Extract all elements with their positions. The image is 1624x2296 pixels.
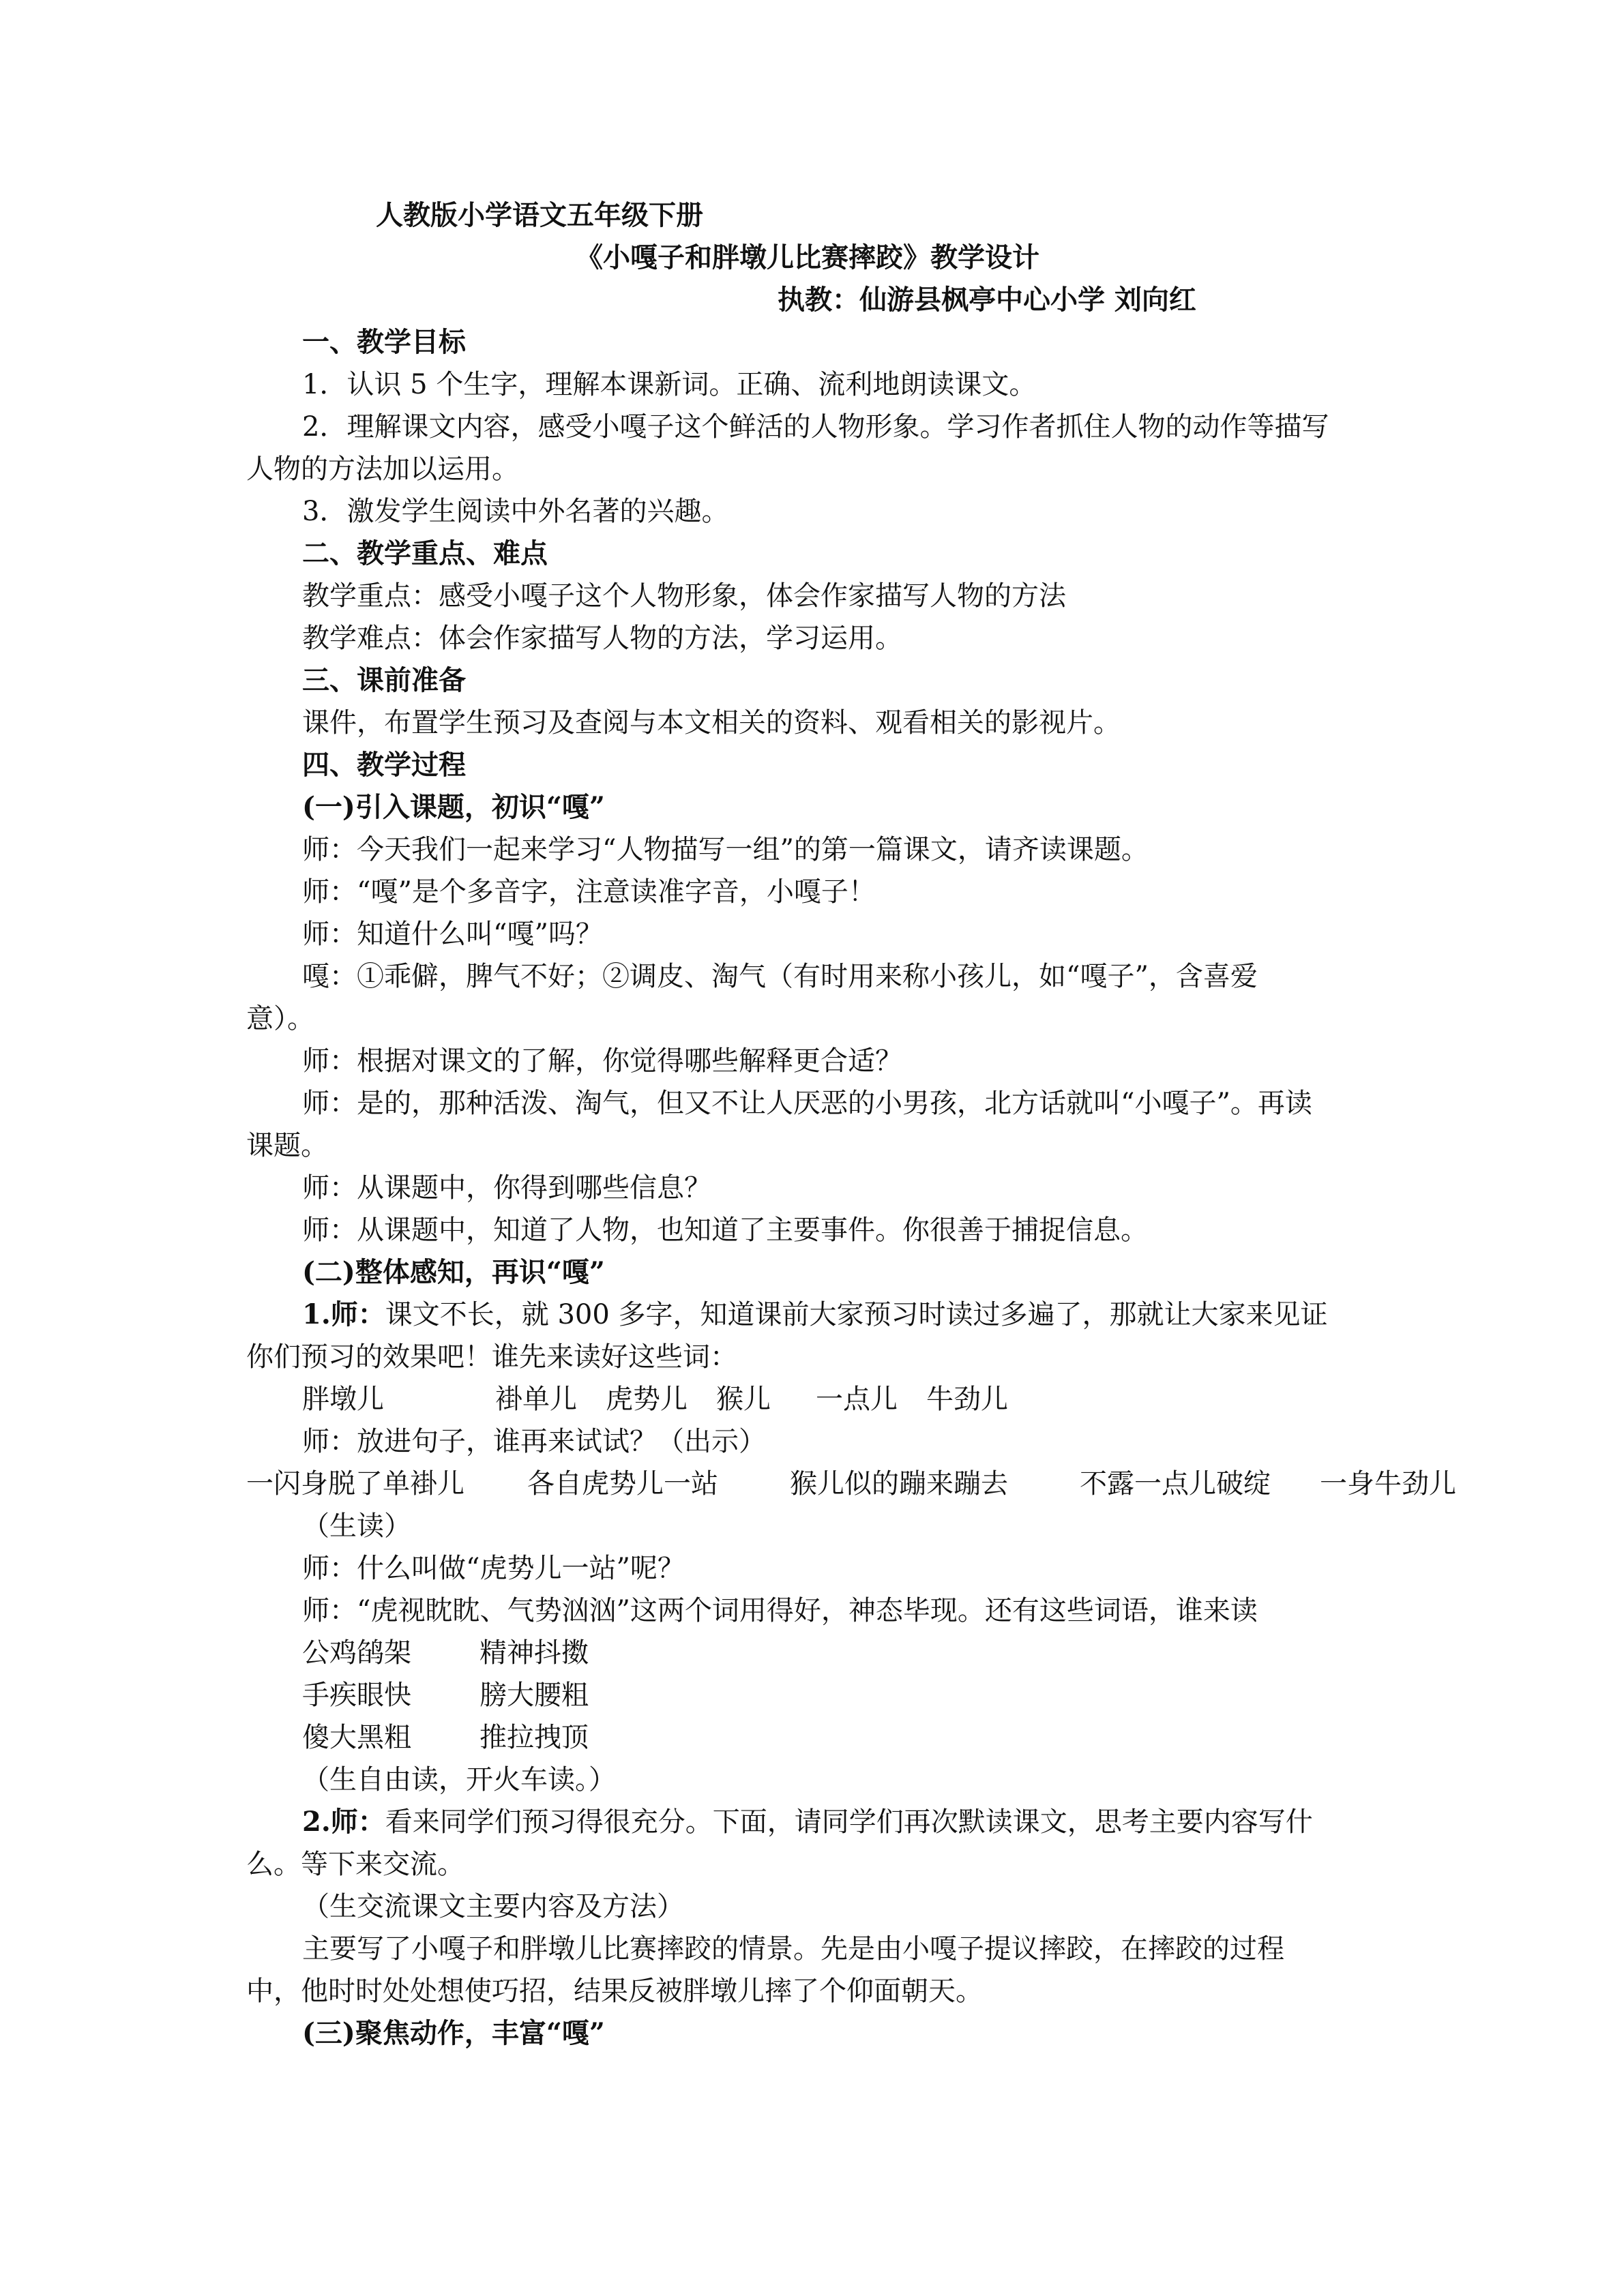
vocab-word: 胖墩儿 bbox=[302, 1384, 384, 1415]
vocab-word: 傻大黑粗 bbox=[302, 1722, 411, 1753]
part-3-heading: (三)聚焦动作，丰富“嘎” bbox=[302, 2017, 605, 2049]
dialogue-line: 师：“嘎”是个多音字，注意读准字音，小嘎子！ bbox=[302, 876, 876, 908]
word-pair-row bbox=[302, 1678, 589, 1713]
vocab-word: 公鸡鹐架 bbox=[302, 1637, 411, 1669]
vocab-word: 牛劲儿 bbox=[926, 1384, 1008, 1415]
vocab-word: 褂单儿 bbox=[495, 1384, 577, 1415]
dialogue-line-continued: 么。等下来交流。 bbox=[246, 1849, 464, 1880]
phrase-list bbox=[246, 1466, 1456, 1502]
summary-line-2: 中，他时时处处想使巧招，结果反被胖墩儿摔了个仰面朝天。 bbox=[246, 1976, 983, 2007]
dialogue-line: 师：从课题中，你得到哪些信息？ bbox=[302, 1172, 711, 1204]
speaker-label: 2.师： bbox=[302, 1806, 385, 1838]
word-pair-row bbox=[302, 1720, 589, 1755]
phrase: 不露一点儿破绽 bbox=[1080, 1468, 1271, 1500]
stage-direction: （生读） bbox=[302, 1510, 411, 1542]
definition-line-2: 意）。 bbox=[246, 1003, 314, 1034]
dialogue-line: 师：什么叫做“虎势儿一站”呢？ bbox=[302, 1553, 685, 1584]
difficult-point: 教学难点：体会作家描写人物的方法，学习运用。 bbox=[302, 623, 902, 654]
phrase: 一身牛劲儿 bbox=[1320, 1468, 1456, 1500]
dialogue-line: 师：放进句子，谁再来试试？（出示） bbox=[302, 1426, 766, 1457]
dialogue-line bbox=[302, 1804, 1313, 1840]
vocab-word: 推拉拽顶 bbox=[479, 1722, 589, 1753]
teacher-line: 执教：仙游县枫亭中心小学 刘向红 bbox=[778, 284, 1196, 316]
goal-2-line-2: 人物的方法加以运用。 bbox=[246, 453, 519, 485]
dialogue-text: 看来同学们预习得很充分。下面，请同学们再次默读课文，思考主要内容写什 bbox=[385, 1806, 1313, 1838]
section-heading-keypoints: 二、教学重点、难点 bbox=[302, 537, 548, 569]
summary-line-1: 主要写了小嘎子和胖墩儿比赛摔跤的情景。先是由小嘎子提议摔跤，在摔跤的过程 bbox=[302, 1933, 1284, 1965]
stage-direction: （生自由读，开火车读。） bbox=[302, 1764, 616, 1795]
dialogue-line: 师：“虎视眈眈、气势汹汹”这两个词用得好，神态毕现。还有这些词语，谁来读 bbox=[302, 1595, 1258, 1626]
dialogue-line: 师：知道什么叫“嘎”吗？ bbox=[302, 919, 603, 950]
section-heading-goals: 一、教学目标 bbox=[302, 326, 466, 358]
goal-3: 3．激发学生阅读中外名著的兴趣。 bbox=[302, 496, 729, 527]
dialogue-line: 师：今天我们一起来学习“人物描写一组”的第一篇课文，请齐读课题。 bbox=[302, 834, 1149, 865]
dialogue-line: 师：从课题中，知道了人物，也知道了主要事件。你很善于捕捉信息。 bbox=[302, 1214, 1148, 1246]
part-1-heading: (一)引入课题，初识“嘎” bbox=[302, 791, 605, 823]
word-pair-row bbox=[302, 1635, 589, 1671]
phrase: 各自虎势儿一站 bbox=[527, 1468, 718, 1500]
part-2-heading: (二)整体感知，再识“嘎” bbox=[302, 1256, 605, 1288]
vocab-word: 膀大腰粗 bbox=[479, 1680, 589, 1711]
vocab-word: 一点儿 bbox=[816, 1384, 898, 1415]
goal-1: 1．认识 5 个生字，理解本课新词。正确、流利地朗读课文。 bbox=[302, 369, 1037, 400]
book-title: 人教版小学语文五年级下册 bbox=[376, 199, 703, 231]
section-heading-preparation: 三、课前准备 bbox=[302, 664, 466, 696]
definition-line-1: 嘎：①乖僻，脾气不好；②调皮、淘气（有时用来称小孩儿，如“嘎子”，含喜爱 bbox=[302, 961, 1258, 992]
speaker-label: 1.师： bbox=[302, 1298, 385, 1330]
vocab-word: 猴儿 bbox=[716, 1384, 771, 1415]
dialogue-line-continued: 课题。 bbox=[246, 1130, 328, 1161]
vocab-word: 手疾眼快 bbox=[302, 1680, 411, 1711]
key-point: 教学重点：感受小嘎子这个人物形象，体会作家描写人物的方法 bbox=[302, 580, 1066, 612]
dialogue-line: 师：是的，那种活泼、淘气，但又不让人厌恶的小男孩，北方话就叫“小嘎子”。再读 bbox=[302, 1088, 1312, 1119]
dialogue-line: 师：根据对课文的了解，你觉得哪些解释更合适？ bbox=[302, 1045, 902, 1077]
vocab-word: 精神抖擞 bbox=[479, 1637, 589, 1669]
dialogue-line-continued: 你们预习的效果吧！谁先来读好这些词： bbox=[246, 1341, 737, 1373]
vocab-word: 虎势儿 bbox=[606, 1384, 688, 1415]
vocabulary-list bbox=[302, 1382, 1008, 1417]
dialogue-text: 课文不长，就 300 多字，知道课前大家预习时读过多遍了，那就让大家来见证 bbox=[385, 1299, 1328, 1330]
stage-direction: （生交流课文主要内容及方法） bbox=[302, 1891, 684, 1922]
phrase: 猴儿似的蹦来蹦去 bbox=[790, 1468, 1008, 1500]
lesson-title: 《小嘎子和胖墩儿比赛摔跤》教学设计 bbox=[576, 241, 1039, 273]
dialogue-line bbox=[302, 1297, 1328, 1332]
goal-2-line-1: 2．理解课文内容，感受小嘎子这个鲜活的人物形象。学习作者抓住人物的动作等描写 bbox=[302, 411, 1329, 443]
section-heading-process: 四、教学过程 bbox=[302, 749, 466, 781]
preparation-text: 课件，布置学生预习及查阅与本文相关的资料、观看相关的影视片。 bbox=[302, 707, 1121, 739]
phrase: 一闪身脱了单褂儿 bbox=[246, 1468, 464, 1500]
